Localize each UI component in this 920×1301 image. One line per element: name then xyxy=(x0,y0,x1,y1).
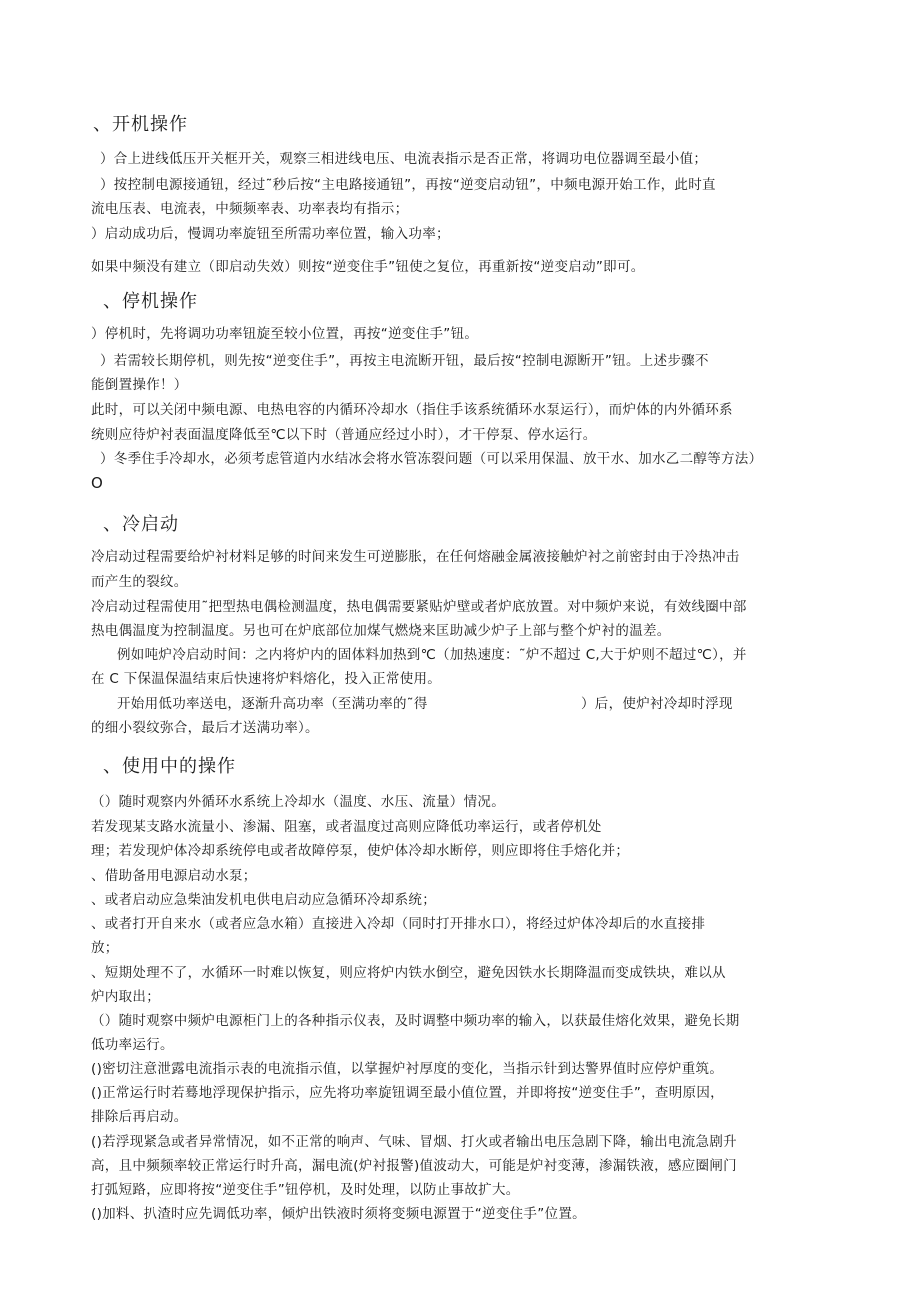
paragraph: 开始用低功率送电，逐渐升高功率（至满功率的˜得 xyxy=(117,696,428,712)
paragraph: 如果中频没有建立（即启动失效）则按“逆变住手”钮使之复位，再重新按“逆变启动”即可。 xyxy=(91,259,645,275)
paragraph: ()若浮现紧急或者异常情况，如不正常的响声、气味、冒烟、打火或者输出电压急剧下降，输出电流急剧升 xyxy=(91,1134,737,1150)
paragraph: ()密切注意泄露电流指示表的电流指示值，以掌握炉衬厚度的变化，当指示针到达警界值时应停炉重筑。 xyxy=(91,1061,724,1077)
paragraph: 而产生的裂纹。 xyxy=(91,574,188,590)
paragraph: ）按控制电源接通钮，经过˜秒后按“主电路接通钮”，再按“逆变启动钮”，中频电源开始工作，此时直 xyxy=(100,177,716,193)
paragraph: 冷启动过程需使用˜把型热电偶检测温度，热电偶需要紧贴炉壁或者炉底放置。对中频炉来说，有效线圈中部 xyxy=(91,599,747,615)
paragraph: 若发现某支路水流量小、渗漏、阻塞，或者温度过高则应降低功率运行，或者停机处 xyxy=(91,819,602,835)
paragraph: 能倒置操作！） xyxy=(91,377,188,393)
paragraph: 热电偶温度为控制温度。另也可在炉底部位加煤气燃烧来匡助减少炉子上部与整个炉衬的温差。 xyxy=(91,623,671,639)
paragraph: 炉内取出； xyxy=(91,989,160,1005)
paragraph: ）合上进线低压开关框开关，观察三相进线电压、电流表指示是否正常，将调功电位器调至最小值； xyxy=(100,151,708,167)
paragraph: 排除后再启动。 xyxy=(91,1109,188,1125)
paragraph: 例如吨炉冷启动时间：之内将炉内的固体料加热到℃（加热速度：˜炉不超过 C,大于炉则不超过℃），并 xyxy=(117,647,747,663)
section-heading-in-use: 、使用中的操作 xyxy=(103,756,236,777)
section-heading-startup: 、开机操作 xyxy=(93,114,188,135)
paragraph: 此时，可以关闭中频电源、电热电容的内循环冷却水（指住手该系统循环水泵运行），而炉体的内外循环系 xyxy=(91,402,733,418)
paragraph: 在 C 下保温保温结束后快速将炉料熔化，投入正常使用。 xyxy=(91,671,442,687)
paragraph: 、短期处理不了，水循环一时难以恢复，则应将炉内铁水倒空，避免因铁水长期降温而变成铁块，难以从 xyxy=(91,965,726,981)
paragraph: 的细小裂纹弥合，最后才送满功率）。 xyxy=(91,720,319,736)
paragraph: 、借助备用电源启动水泵； xyxy=(91,868,257,884)
section-heading-cold-start: 、冷启动 xyxy=(103,514,179,535)
paragraph: 高，且中频频率较正常运行时升高，漏电流(炉衬报警)值波动大，可能是炉衬变薄，渗漏铁液，感应圈闸门 xyxy=(91,1158,737,1174)
paragraph: 理；若发现炉体冷却系统停电或者故障停泵，使炉体冷却水断停，则应即将住手熔化并； xyxy=(91,843,630,859)
paragraph: ）若需较长期停机，则先按“逆变住手”，再按主电流断开钮，最后按“控制电源断开”钮。上述步骤不 xyxy=(100,353,709,369)
paragraph: ()正常运行时若蓦地浮现保护指示，应先将功率旋钮调至最小值位置，并即将按“逆变住手”，查明原因， xyxy=(91,1085,724,1101)
paragraph: 、或者启动应急柴油发机电供电启动应急循环冷却系统； xyxy=(91,892,436,908)
paragraph: 放； xyxy=(91,940,119,956)
paragraph: ()加料、扒渣时应先调低功率，倾炉出铁液时须将变频电源置于“逆变住手”位置。 xyxy=(91,1206,586,1222)
paragraph: ）冬季住手冷却水，必须考虑管道内水结冰会将水管冻裂问题（可以采用保温、放干水、加水乙二醇等方法） xyxy=(100,451,763,467)
paragraph: ）后，使炉衬冷却时浮现 xyxy=(581,696,733,712)
paragraph: O xyxy=(91,474,104,492)
section-heading-shutdown: 、停机操作 xyxy=(103,291,198,312)
paragraph: 打弧短路，应即将按“逆变住手”钮停机，及时处理，以防止事故扩大。 xyxy=(91,1182,520,1198)
paragraph: （）随时观察中频炉电源柜门上的各种指示仪表，及时调整中频功率的输入，以获最佳熔化效果，避免长期 xyxy=(91,1013,740,1029)
paragraph: 冷启动过程需要给炉衬材料足够的时间来发生可逆膨胀，在任何熔融金属液接触炉衬之前密封由于冷热冲击 xyxy=(91,549,740,565)
paragraph: ）停机时，先将调功功率钮旋至较小位置，再按“逆变住手”钮。 xyxy=(91,326,479,342)
paragraph: 流电压表、电流表，中频频率表、功率表均有指示； xyxy=(91,201,409,217)
paragraph: 统则应待炉衬表面温度降低至℃以下时（普通应经过小时），才干停泵、停水运行。 xyxy=(91,427,597,443)
paragraph: 低功率运行。 xyxy=(91,1037,174,1053)
paragraph: ）启动成功后，慢调功率旋钮至所需功率位置，输入功率； xyxy=(91,226,450,242)
paragraph: 、或者打开自来水（或者应急水箱）直接进入冷却（同时打开排水口），将经过炉体冷却后的水直接排 xyxy=(91,916,706,932)
paragraph: （）随时观察内外循环水系统上冷却水（温度、水压、流量）情况。 xyxy=(91,794,505,810)
